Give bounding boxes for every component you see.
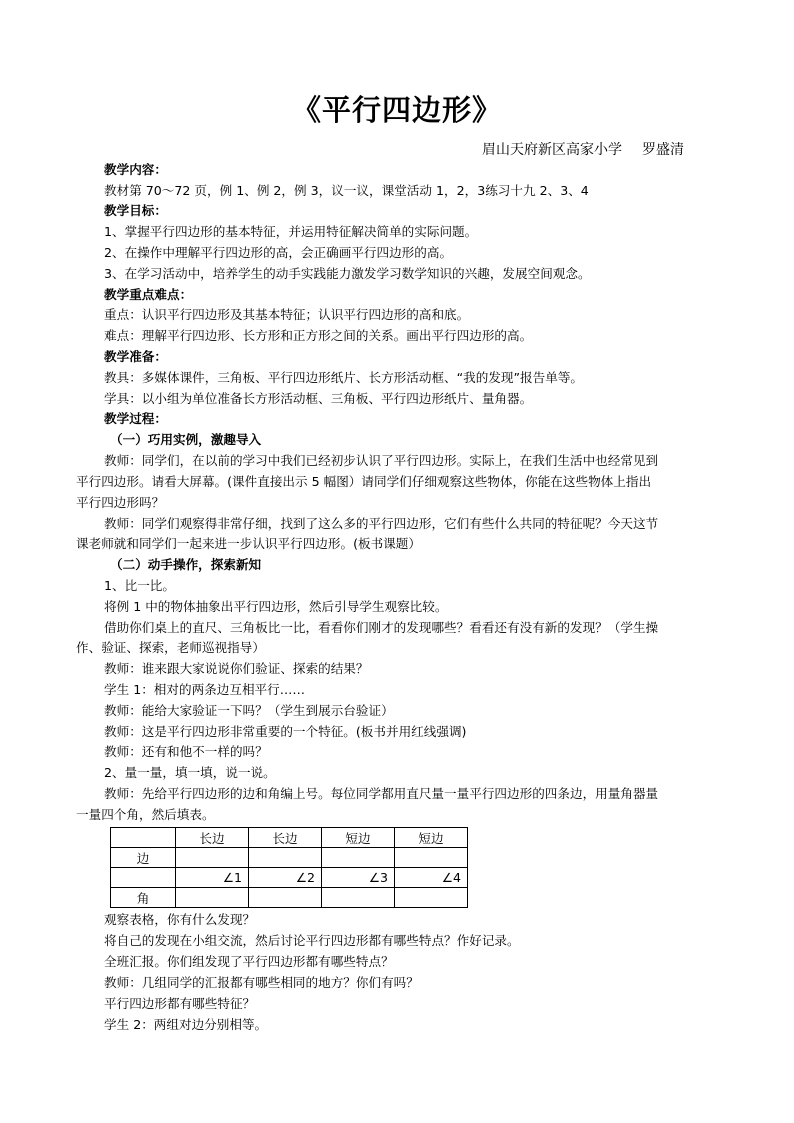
table-cell [111, 868, 176, 888]
section-heading: （一）巧用实例，激趣导入 [110, 432, 262, 447]
text-line: 作、验证、探索，老师巡视指导） [76, 640, 265, 655]
text-line: 学具：以小组为单位准备长方形活动框、三角板、平行四边形纸片、量角器。 [104, 391, 533, 406]
table-cell [395, 888, 468, 908]
text-line: 教师：同学们，在以前的学习中我们已经初步认识了平行四边形。实际上，在我们生活中也经常见到 [104, 453, 659, 468]
text-line: 一量四个角，然后填表。 [76, 807, 215, 822]
heading-goals: 教学目标： [104, 203, 167, 218]
text-line: 教师：先给平行四边形的边和角编上号。每位同学都用直尺量一量平行四边形的四条边，用量角器量 [104, 786, 659, 801]
heading-content: 教学内容： [104, 162, 167, 177]
table-cell [322, 848, 395, 868]
heading-process: 教学过程： [104, 411, 167, 426]
text-line: 1、掌握平行四边形的基本特征，并运用特征解决简单的实际问题。 [104, 224, 478, 239]
author-line [462, 139, 684, 159]
table-cell [249, 888, 322, 908]
text-line: 难点：理解平行四边形、长方形和正方形之间的关系。画出平行四边形的高。 [104, 328, 533, 343]
text-line: 借助你们桌上的直尺、三角板比一比，看看你们刚才的发现哪些？看看还有没有新的发现？（学生操 [104, 620, 659, 635]
text-line: 教师：几组同学的汇报都有哪些相同的地方？你们有吗？ [104, 975, 419, 990]
row-label-side: 边 [111, 848, 176, 868]
text-line: 教材第 70～72 页，例 1、例 2，例 3，议一议，课堂活动 1，2，3练习十九 2、3、4 [104, 183, 589, 198]
table-cell [322, 888, 395, 908]
table-cell [176, 888, 249, 908]
heading-preparation: 教学准备： [104, 349, 167, 364]
text-line: 教师：还有和他不一样的吗？ [104, 744, 268, 759]
text-line: 教师：谁来跟大家说说你们验证、探索的结果？ [104, 661, 369, 676]
text-line: 将自己的发现在小组交流，然后讨论平行四边形都有哪些特点？作好记录。 [104, 933, 520, 948]
heading-key-points: 教学重点难点： [104, 287, 193, 302]
table-header-cell: 长边 [176, 828, 249, 848]
table-cell [395, 848, 468, 868]
text-line: 全班汇报。你们组发现了平行四边形都有哪些特点？ [104, 954, 394, 969]
document-title: 《平行四边形》 [291, 93, 502, 127]
table-row [111, 848, 468, 868]
angle-label: ∠2 [249, 868, 322, 888]
author-name: 罗盛清 [642, 142, 684, 158]
angle-label: ∠3 [322, 868, 395, 888]
angle-label: ∠4 [395, 868, 468, 888]
author-school: 眉山天府新区高家小学 [482, 142, 622, 158]
text-line: 教师：同学们观察得非常仔细，找到了这么多的平行四边形，它们有些什么共同的特征呢？今天这节 [104, 516, 659, 531]
table-cell [176, 848, 249, 868]
text-line: 2、量一量，填一填，说一说。 [104, 765, 276, 780]
text-line: 教师：能给大家验证一下吗？（学生到展示台验证） [104, 703, 394, 718]
text-line: 教师：这是平行四边形非常重要的一个特征。(板书并用红线强调) [104, 724, 467, 739]
text-line: 3、在学习活动中，培养学生的动手实践能力激发学习数学知识的兴趣，发展空间观念。 [104, 266, 591, 281]
measurement-table [110, 827, 468, 908]
text-line: 平行四边形吗？ [76, 495, 165, 510]
section-heading: （二）动手操作，探索新知 [110, 557, 262, 572]
text-line: 将例 1 中的物体抽象出平行四边形，然后引导学生观察比较。 [104, 599, 448, 614]
text-line: 2、在操作中理解平行四边形的高，会正确画平行四边形的高。 [104, 245, 453, 260]
text-line: 课老师就和同学们一起来进一步认识平行四边形。(板书课题） [76, 536, 421, 551]
row-label-angle: 角 [111, 888, 176, 908]
text-line: 重点：认识平行四边形及其基本特征；认识平行四边形的高和底。 [104, 307, 470, 322]
table-cell [111, 828, 176, 848]
table-header-cell: 长边 [249, 828, 322, 848]
text-line: 观察表格，你有什么发现？ [104, 912, 256, 927]
text-line: 平行四边形。请看大屏幕。(课件直接出示 5 幅图）请同学们仔细观察这些物体，你能在这些物体上指出 [76, 474, 652, 489]
table-row [111, 868, 468, 888]
text-line: 学生 1：相对的两条边互相平行…… [104, 682, 305, 697]
table-cell [249, 848, 322, 868]
text-line: 教具：多媒体课件，三角板、平行四边形纸片、长方形活动框、“我的发现”报告单等。 [104, 370, 584, 385]
text-line: 平行四边形都有哪些特征？ [104, 996, 256, 1011]
angle-label: ∠1 [176, 868, 249, 888]
table-header-cell: 短边 [322, 828, 395, 848]
table-row [111, 888, 468, 908]
text-line: 学生 2：两组对边分别相等。 [104, 1017, 268, 1032]
table-row [111, 828, 468, 848]
table-header-cell: 短边 [395, 828, 468, 848]
text-line: 1、比一比。 [104, 578, 175, 593]
